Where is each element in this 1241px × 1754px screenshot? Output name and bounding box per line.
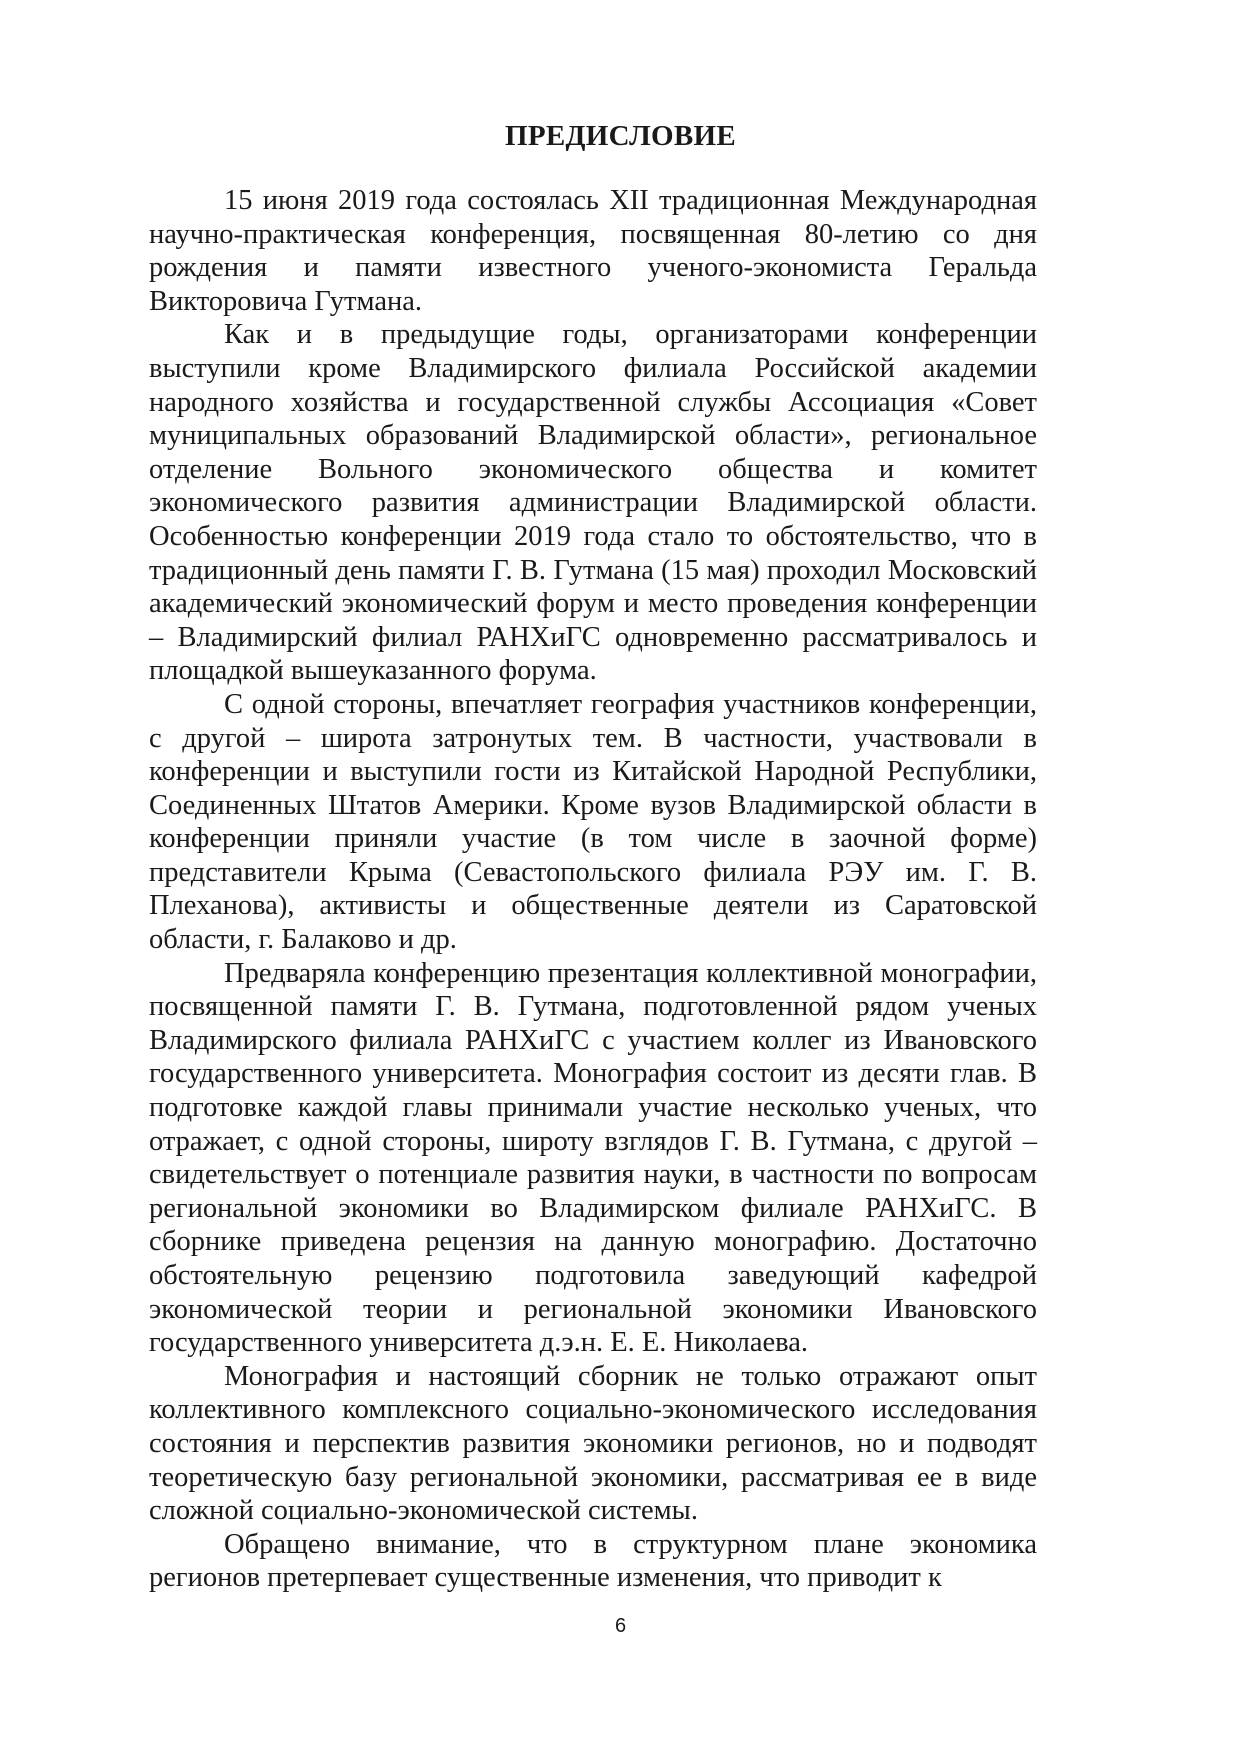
paragraph: Предваряла конференцию презентация коллективной монографии, посвященной памяти Г. В. Гутмана, подготовленной рядом ученых Владимирского филиала РАНХиГС с участием коллег из Ивановского государственного университета. Монография состоит из десяти глав. В подготовке каждой главы принимали участие несколько ученых, что отражает, с одной стороны, широту взглядов Г. В. Гутмана, с другой – свидетельствует о потенциале развития науки, в частности по вопросам региональной экономики во Владимирском филиале РАНХиГС. В сборнике приведена рецензия на данную монографию. Достаточно обстоятельную рецензию подготовила заведующий кафедрой экономической теории и региональной экономики Ивановского государственного университета д.э.н. Е. Е. Николаева.: [149, 957, 1037, 1359]
page-number: 6: [614, 1615, 627, 1637]
paragraph: Обращено внимание, что в структурном плане экономика регионов претерпевает существенные изменения, что приводит к: [149, 1528, 1037, 1594]
paragraph: С одной стороны, впечатляет география участников конференции, с другой – широта затронутых тем. В частности, участвовали в конференции и выступили гости из Китайской Народной Республики, Соединенных Штатов Америки. Кроме вузов Владимирской области в конференции приняли участие (в том числе в заочной форме) представители Крыма (Севастопольского филиала РЭУ им. Г. В. Плеханова), активисты и общественные деятели из Саратовской области, г. Балаково и др.: [149, 688, 1037, 956]
page-title: ПРЕДИСЛОВИЕ: [504, 120, 737, 152]
paragraph: Как и в предыдущие годы, организаторами конференции выступили кроме Владимирского филиала Российской академии народного хозяйства и государственной службы Ассоциация «Совет муниципальных образований Владимирской области», региональное отделение Вольного экономического общества и комитет экономического развития администрации Владимирской области. Особенностью конференции 2019 года стало то обстоятельство, что в традиционный день памяти Г. В. Гутмана (15 мая) проходил Московский академический экономический форум и место проведения конференции – Владимирский филиал РАНХиГС одновременно рассматривалось и площадкой вышеуказанного форума.: [149, 319, 1037, 687]
body-text: [149, 184, 1037, 1595]
paragraph: Монография и настоящий сборник не только отражают опыт коллективного комплексного социально-экономического исследования состояния и перспектив развития экономики регионов, но и подводят теоретическую базу региональной экономики, рассматривая ее в виде сложной социально-экономической системы.: [149, 1360, 1037, 1527]
paragraph: 15 июня 2019 года состоялась XII традиционная Международная научно-практическая конференция, посвященная 80-летию со дня рождения и памяти известного ученого-экономиста Геральда Викторовича Гутмана.: [149, 185, 1037, 317]
